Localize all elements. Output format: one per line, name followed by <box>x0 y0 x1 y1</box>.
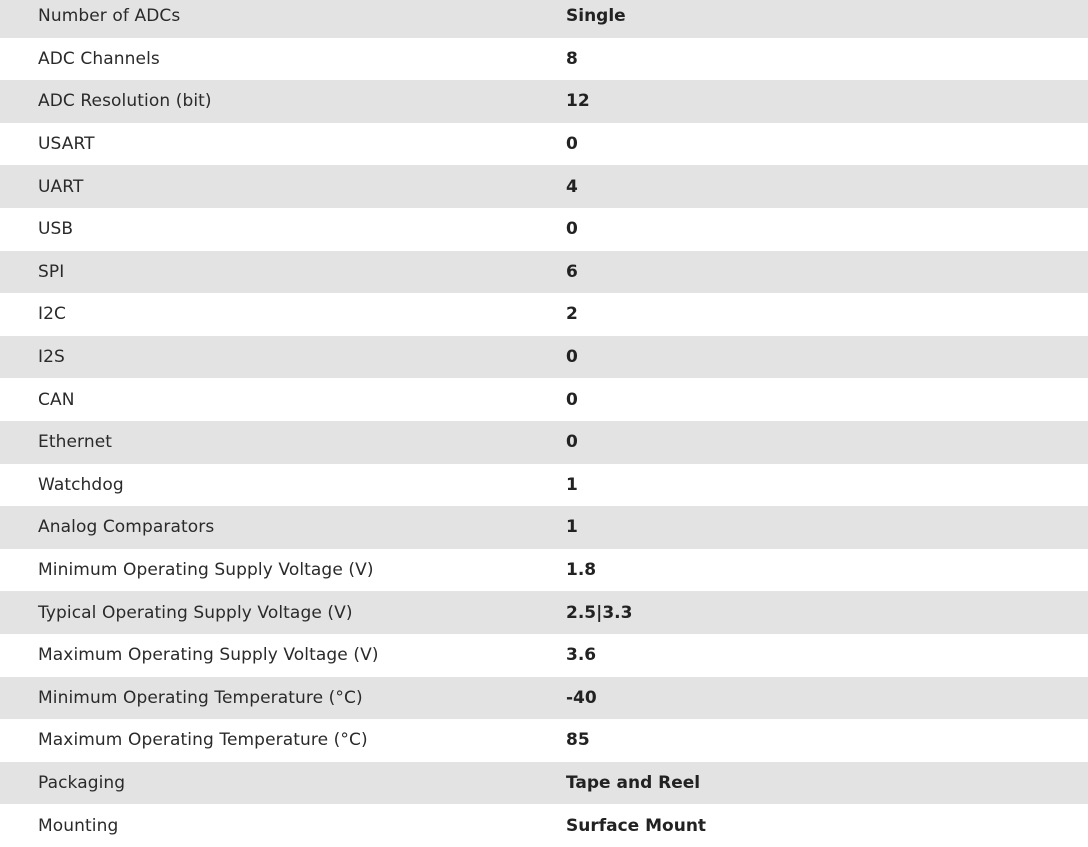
spec-value: 0 <box>566 347 578 368</box>
spec-value: -40 <box>566 687 597 708</box>
spec-value: 12 <box>566 91 590 112</box>
table-row <box>0 251 1088 294</box>
table-row <box>0 80 1088 123</box>
spec-value: 1 <box>566 517 578 538</box>
table-row <box>0 634 1088 677</box>
table-row <box>0 336 1088 379</box>
spec-label: Minimum Operating Supply Voltage (V) <box>38 560 374 581</box>
spec-value: 2 <box>566 304 578 325</box>
spec-label: I2C <box>38 304 66 325</box>
table-row <box>0 677 1088 720</box>
spec-value: Single <box>566 6 626 27</box>
spec-label: Ethernet <box>38 432 113 453</box>
table-row <box>0 719 1088 762</box>
spec-label: Number of ADCs <box>38 6 181 27</box>
spec-label: Packaging <box>38 772 126 793</box>
spec-value: 1.8 <box>566 560 597 581</box>
spec-value: Tape and Reel <box>566 772 701 793</box>
spec-value: 1 <box>566 474 578 495</box>
table-row <box>0 804 1088 847</box>
spec-label: USB <box>38 219 74 240</box>
spec-label: Typical Operating Supply Voltage (V) <box>38 602 353 623</box>
spec-value: 0 <box>566 389 578 410</box>
table-row <box>0 378 1088 421</box>
table-row <box>0 293 1088 336</box>
spec-label: Maximum Operating Temperature (°C) <box>38 730 368 751</box>
spec-label: Mounting <box>38 815 119 836</box>
table-row <box>0 464 1088 507</box>
spec-label: Watchdog <box>38 474 124 495</box>
table-row <box>0 165 1088 208</box>
spec-value: 8 <box>566 48 578 69</box>
spec-value: 0 <box>566 432 578 453</box>
spec-label: Analog Comparators <box>38 517 215 538</box>
table-row <box>0 0 1088 38</box>
spec-label: UART <box>38 176 84 197</box>
spec-value: 6 <box>566 261 578 282</box>
spec-value: 4 <box>566 176 578 197</box>
spec-label: ADC Resolution (bit) <box>38 91 212 112</box>
spec-label: USART <box>38 134 95 155</box>
spec-label: Maximum Operating Supply Voltage (V) <box>38 645 379 666</box>
spec-label: Minimum Operating Temperature (°C) <box>38 687 363 708</box>
spec-label: I2S <box>38 347 65 368</box>
spec-value: 0 <box>566 219 578 240</box>
table-row <box>0 591 1088 634</box>
table-row <box>0 38 1088 81</box>
spec-label: SPI <box>38 261 65 282</box>
table-row <box>0 123 1088 166</box>
table-row <box>0 208 1088 251</box>
spec-label: ADC Channels <box>38 48 160 69</box>
table-row <box>0 549 1088 592</box>
table-row <box>0 421 1088 464</box>
spec-value: 3.6 <box>566 645 597 666</box>
spec-value: 0 <box>566 134 578 155</box>
table-row <box>0 762 1088 805</box>
table-row <box>0 506 1088 549</box>
spec-value: 85 <box>566 730 590 751</box>
spec-value: 2.5|3.3 <box>566 602 633 623</box>
spec-value: Surface Mount <box>566 815 707 836</box>
spec-label: CAN <box>38 389 75 410</box>
